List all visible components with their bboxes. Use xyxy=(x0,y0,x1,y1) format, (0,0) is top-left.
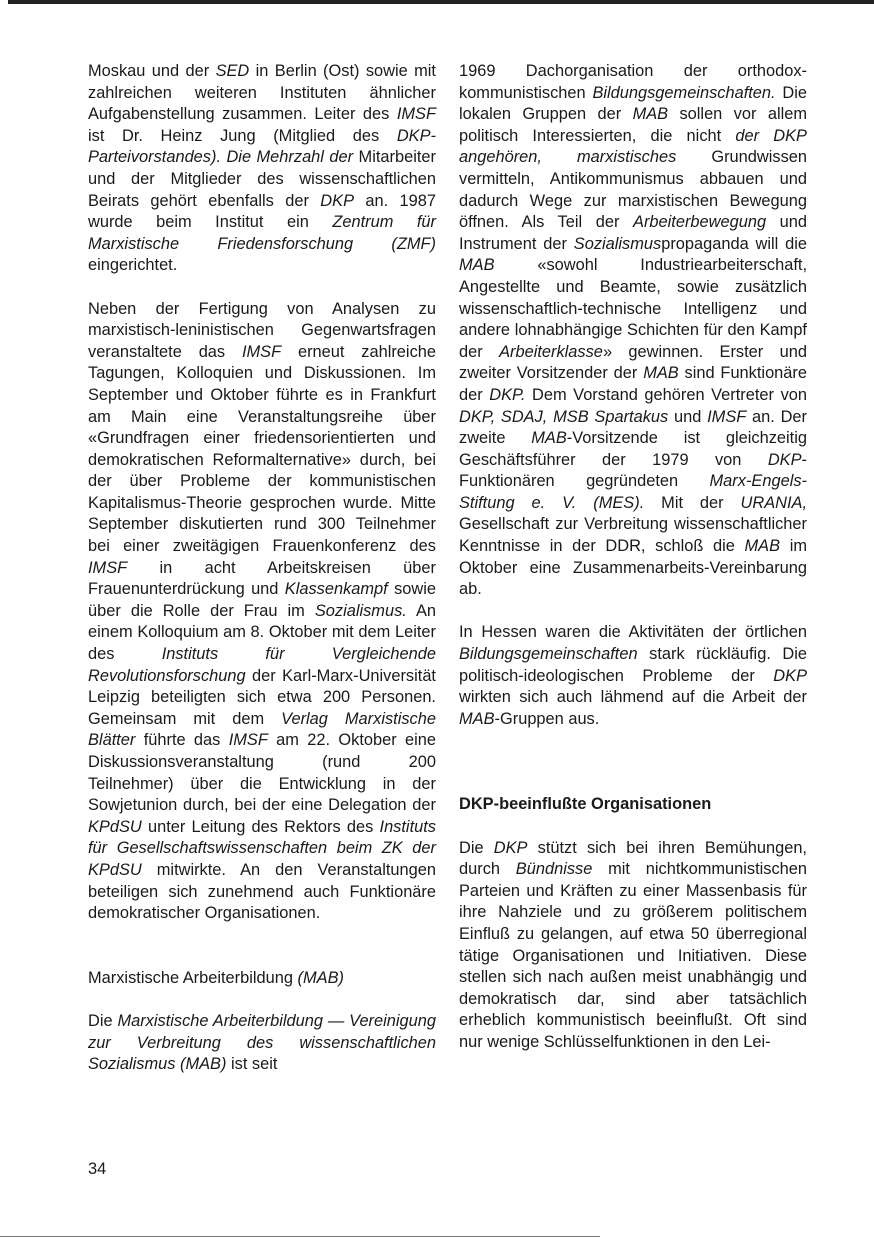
emphasis-run: Klassenkampf xyxy=(284,580,388,599)
text-run: Dem Vorstand gehören Vertreter von xyxy=(525,385,807,404)
text-run: mit nichtkommunistischen Parteien und Kräften zu einer Massenbasis für ihre Nahziele und zu größerem politischem Einfluß zu gelangen, auf etwa 50 überregional tätige Organisationen und Initiativen. Diese stellen sich nach außen meist unabhängig und demokratisch dar, sind aber tatsächlich erheblich kommunistisch beeinflußt. Oft sind nur wenige Schlüsselfunktionen in den Lei- xyxy=(459,860,807,1051)
emphasis-run: DKP-Parteivorstandes). Die Mehrzahl der xyxy=(88,126,436,167)
emphasis-run: IMSF xyxy=(396,105,436,124)
page-number: 34 xyxy=(88,1160,107,1178)
text-run: eingerichtet. xyxy=(88,256,178,275)
text-run: stützt sich bei ihren Bemühungen, durch xyxy=(459,838,807,879)
left-column xyxy=(88,61,436,1076)
emphasis-run: Zentrum für Marxistische Friedensforschung (ZMF) xyxy=(88,213,436,253)
emphasis-run: DKP xyxy=(773,666,807,685)
emphasis-run: Arbeiterbewegung xyxy=(633,213,767,232)
text-run: Die xyxy=(88,1011,118,1030)
text-run: In Hessen waren die Aktivitäten der örtlichen xyxy=(459,623,807,642)
emphasis-run: Bündnisse xyxy=(515,860,593,879)
emphasis-run: IMSF xyxy=(88,558,128,577)
emphasis-run: DKP. xyxy=(489,385,526,404)
text-run: propaganda will die xyxy=(661,234,807,253)
emphasis-run: Instituts für Gesellschaftswissenschaften beim ZK der KPdSU xyxy=(88,817,436,879)
emphasis-run: Sozialismus. xyxy=(314,601,407,620)
emphasis-run: MAB xyxy=(531,429,567,448)
text-run: Die lokalen Gruppen der xyxy=(459,83,807,124)
text-run: am 22. Oktober eine Diskussionsveranstaltung (rund 200 Teilnehmer) über die Entwicklung in der Sowjetunion durch, bei der eine Delegation der xyxy=(88,731,436,815)
text-run: -Gruppen aus. xyxy=(494,709,600,728)
emphasis-run: der DKP angehören, marxistisches xyxy=(459,126,807,167)
emphasis-run: MAB xyxy=(643,364,679,383)
emphasis-run: DKP xyxy=(493,838,528,857)
text-run: an. Der zweite xyxy=(459,407,807,448)
emphasis-run: (MAB) xyxy=(297,968,344,987)
emphasis-run: Arbeiterklasse xyxy=(499,342,603,361)
text-run: ist seit xyxy=(226,1055,278,1074)
text-run: sowie über die Rolle der Frau im xyxy=(88,580,436,620)
text-run: wirkten sich auch lähmend auf die Arbeit der xyxy=(459,688,807,707)
text-run: Neben der Fertigung von Analysen zu marxistisch-leninistischen Gegenwartsfragen veranstaltete das xyxy=(88,299,436,361)
text-run: 1969 Dachorganisation der orthodox-kommunistischen xyxy=(459,62,807,102)
emphasis-run: MAB xyxy=(632,105,669,124)
emphasis-run: Sozialismus xyxy=(573,234,662,253)
section-heading: DKP-beeinflußte Organisationen xyxy=(459,795,712,814)
text-run: Gesellschaft zur Verbreitung wissenschaftlicher Kenntnisse in der DDR, schloß die xyxy=(459,515,807,556)
text-run: An einem Kolloquium am 8. Oktober mit dem Leiter des xyxy=(88,601,436,664)
top-rule xyxy=(8,0,874,4)
text-run: » gewinnen. Erster und zweiter Vorsitzender der xyxy=(459,342,807,383)
emphasis-run: IMSF xyxy=(241,342,282,361)
text-run: und Instrument der xyxy=(459,213,807,253)
emphasis-run: KPdSU xyxy=(88,817,142,836)
emphasis-run: MAB xyxy=(459,709,495,728)
emphasis-run: URANIA, xyxy=(740,493,808,512)
text-run: Mit der xyxy=(644,493,741,512)
text-run: stark rückläufig. Die politisch-ideologischen Probleme der xyxy=(459,645,807,685)
text-run: -Funktionären gegründeten xyxy=(459,450,807,491)
emphasis-run: Instituts für Vergleichende Revolutionsforschung xyxy=(88,645,436,685)
subheading xyxy=(88,968,436,990)
text-run: im Oktober eine Zusammenarbeits-Vereinbarung ab. xyxy=(459,537,807,599)
paragraph xyxy=(459,838,807,1054)
emphasis-run: IMSF xyxy=(707,407,747,426)
bottom-rule xyxy=(0,1236,600,1237)
text-run: Die xyxy=(459,838,494,857)
emphasis-run: DKP, SDAJ, MSB Spartakus xyxy=(459,407,669,426)
text-run: führte das xyxy=(135,731,229,750)
text-run: Marxistische Arbeiterbildung xyxy=(88,968,298,987)
text-run: -Vorsitzende ist gleichzeitig Geschäftsführer der 1979 von xyxy=(459,429,807,469)
text-run: mitwirkte. An den Veranstaltungen beteiligen sich zunehmend auch Funktionäre demokratischer Organisationen. xyxy=(88,860,436,923)
text-run: in acht Arbeitskreisen über Frauenunterdrückung und xyxy=(88,558,436,599)
text-run: in Berlin (Ost) sowie mit zahlreichen weiteren Instituten ähnlicher Aufgabenstellung zusammen. Leiter des xyxy=(88,62,436,124)
emphasis-run: Bildungsgemeinschaften xyxy=(459,645,638,664)
emphasis-run: DKP xyxy=(767,450,802,469)
text-run: «sowohl Industriearbeiterschaft, Angestellte und Beamte, sowie zusätzlich wissenschaftlich-technische Intelligenz und andere lohnabhängige Schichten für den Kampf der xyxy=(459,256,807,361)
text-run: Moskau und der xyxy=(88,62,216,80)
emphasis-run: SED xyxy=(215,62,250,80)
text-run: ist Dr. Heinz Jung (Mitglied des xyxy=(88,126,397,145)
paragraph xyxy=(88,299,436,925)
emphasis-run: Marx-Engels-Stiftung e. V. (MES). xyxy=(459,472,807,512)
emphasis-run: MAB xyxy=(459,256,495,275)
emphasis-run: Bildungsgemeinschaften. xyxy=(592,83,776,102)
paragraph xyxy=(88,61,436,277)
text-run: und xyxy=(668,407,708,426)
emphasis-run: Verlag Marxistische Blätter xyxy=(88,709,436,750)
text-run: Grundwissen vermitteln, Antikommunismus abbauen und dadurch Wege zur marxistischen Bewegung öffnen. Als Teil der xyxy=(459,148,807,232)
text-run: der Karl-Marx-Universität Leipzig beteiligten sich etwa 200 Personen. Gemeinsam mit dem xyxy=(88,666,436,728)
emphasis-run: Marxistische Arbeiterbildung — Vereinigung zur Verbreitung des wissenschaftlichen Sozialismus (MAB) xyxy=(88,1011,436,1074)
emphasis-run: IMSF xyxy=(228,731,268,750)
text-run: erneut zahlreiche Tagungen, Kolloquien und Diskussionen. Im September und Oktober führte es in Frankfurt am Main eine Veranstaltungsreihe über «Grundfragen einer friedensorientierten und demokratischen Reformalternative» durch, bei der über Probleme der kommunistischen Kapitalismus-Theorie gesprochen wurde. Mitte September diskutierten rund 300 Teilnehmer bei einer zweitägigen Frauenkonferenz des xyxy=(88,342,436,556)
text-run: Mitarbeiter und der Mitglieder des wissenschaftlichen Beirats gehört ebenfalls der xyxy=(88,148,436,210)
text-run: sind Funktionäre der xyxy=(459,364,807,404)
paragraph xyxy=(88,1011,436,1076)
emphasis-run: MAB xyxy=(744,537,781,556)
emphasis-run: DKP xyxy=(320,191,354,210)
text-run: unter Leitung des Rektors des xyxy=(141,817,380,836)
paragraph xyxy=(459,622,807,730)
paragraph xyxy=(459,61,807,601)
right-column xyxy=(459,61,807,1054)
text-run: sollen vor allem politisch Interessierten, die nicht xyxy=(459,105,807,145)
text-run: an. 1987 wurde beim Institut ein xyxy=(88,191,436,232)
